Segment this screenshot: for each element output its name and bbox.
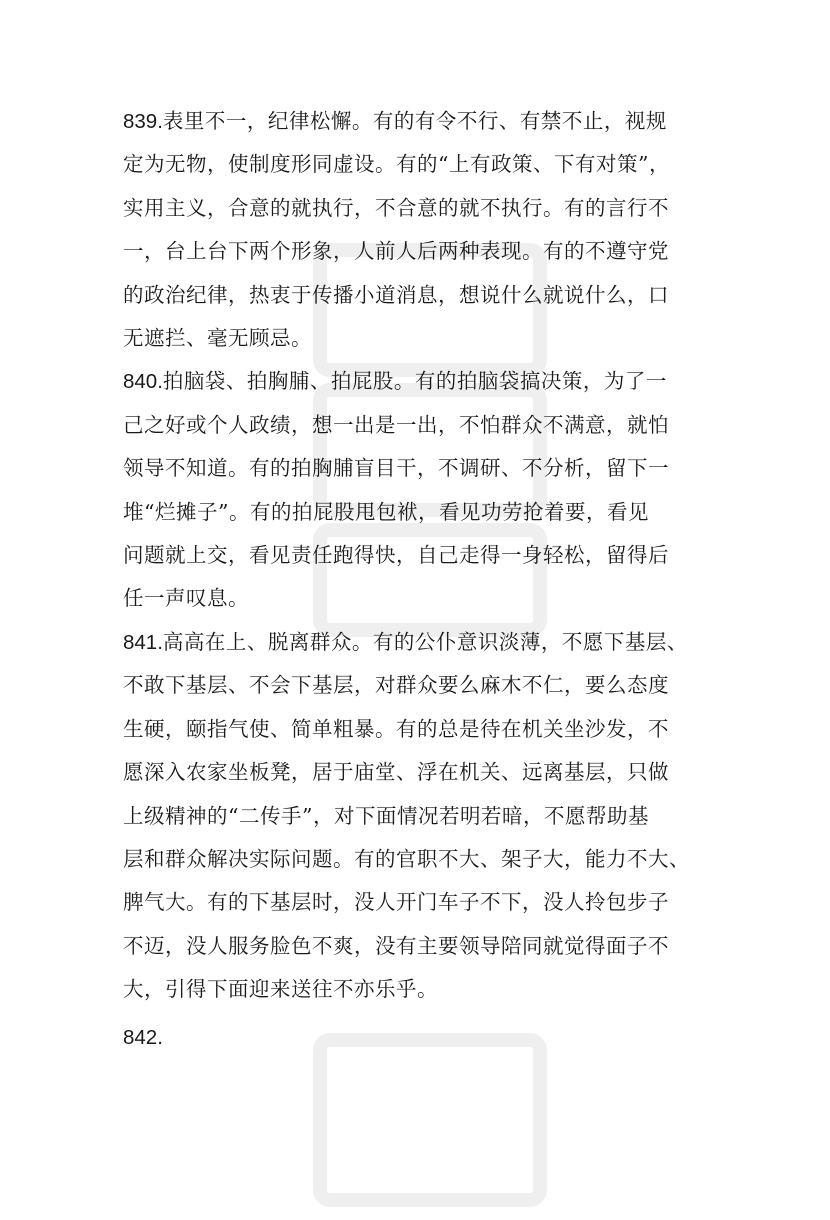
text-line: 实用主义，合意的就执行，不合意的就不执行。有的言行不 <box>123 195 669 220</box>
text-line: 脾气大。有的下基层时，没人开门车子不下，没人拎包步子 <box>123 890 669 915</box>
item-number: 839. <box>123 110 163 133</box>
item-number: 842. <box>123 1025 163 1049</box>
text-line: 堆“烂摊子”。有的拍屁股甩包袱，看见功劳抢着要，看见 <box>123 499 649 524</box>
text-line: 生硬，颐指气使、简单粗暴。有的总是待在机关坐沙发，不 <box>123 716 669 741</box>
text-line: 无遮拦、毫无顾忌。 <box>123 326 312 351</box>
text-line: 愿深入农家坐板凳，居于庙堂、浮在机关、远离基层，只做 <box>123 760 669 785</box>
paragraph-840 <box>123 360 705 620</box>
text-line: 不敢下基层、不会下基层，对群众要么麻木不仁，要么态度 <box>123 673 669 698</box>
text-line: 问题就上交，看见责任跑得快，自己走得一身轻松，留得后 <box>123 543 669 568</box>
text-line: 一，台上台下两个形象，人前人后两种表现。有的不遵守党 <box>123 239 669 264</box>
text-line: 840.拍脑袋、拍胸脯、拍屁股。有的拍脑袋搞决策，为了一 <box>123 369 667 394</box>
text-line: 领导不知道。有的拍胸脯盲目干，不调研、不分析，留下一 <box>123 456 669 481</box>
text-line <box>123 1016 705 1059</box>
item-number: 840. <box>123 370 163 394</box>
text-line: 不迈，没人服务脸色不爽，没有主要领导陪同就觉得面子不 <box>123 933 669 958</box>
item-number: 841. <box>123 630 163 654</box>
text-line: 层和群众解决实际问题。有的官职不大、架子大，能力不大、 <box>123 846 690 871</box>
text-line: 任一声叹息。 <box>123 586 249 611</box>
document-body <box>123 100 705 1059</box>
paragraph-842 <box>123 1016 705 1059</box>
text-line: 839.表里不一，纪律松懈。有的有令不行、有禁不止，视规 <box>123 109 667 133</box>
text-line: 定为无物，使制度形同虚设。有的“上有政策、下有对策”， <box>123 152 670 177</box>
text-line: 上级精神的“二传手”，对下面情况若明若暗，不愿帮助基 <box>123 803 649 828</box>
text-line: 大，引得下面迎来送往不亦乐乎。 <box>123 977 438 1002</box>
text-line: 841.高高在上、脱离群众。有的公仆意识淡薄，不愿下基层、 <box>123 629 688 654</box>
text-line: 己之好或个人政绩，想一出是一出，不怕群众不满意，就怕 <box>123 412 669 437</box>
text-line: 的政治纪律，热衷于传播小道消息，想说什么就说什么，口 <box>123 282 669 307</box>
paragraph-841 <box>123 621 705 1012</box>
paragraph-839 <box>123 100 705 360</box>
